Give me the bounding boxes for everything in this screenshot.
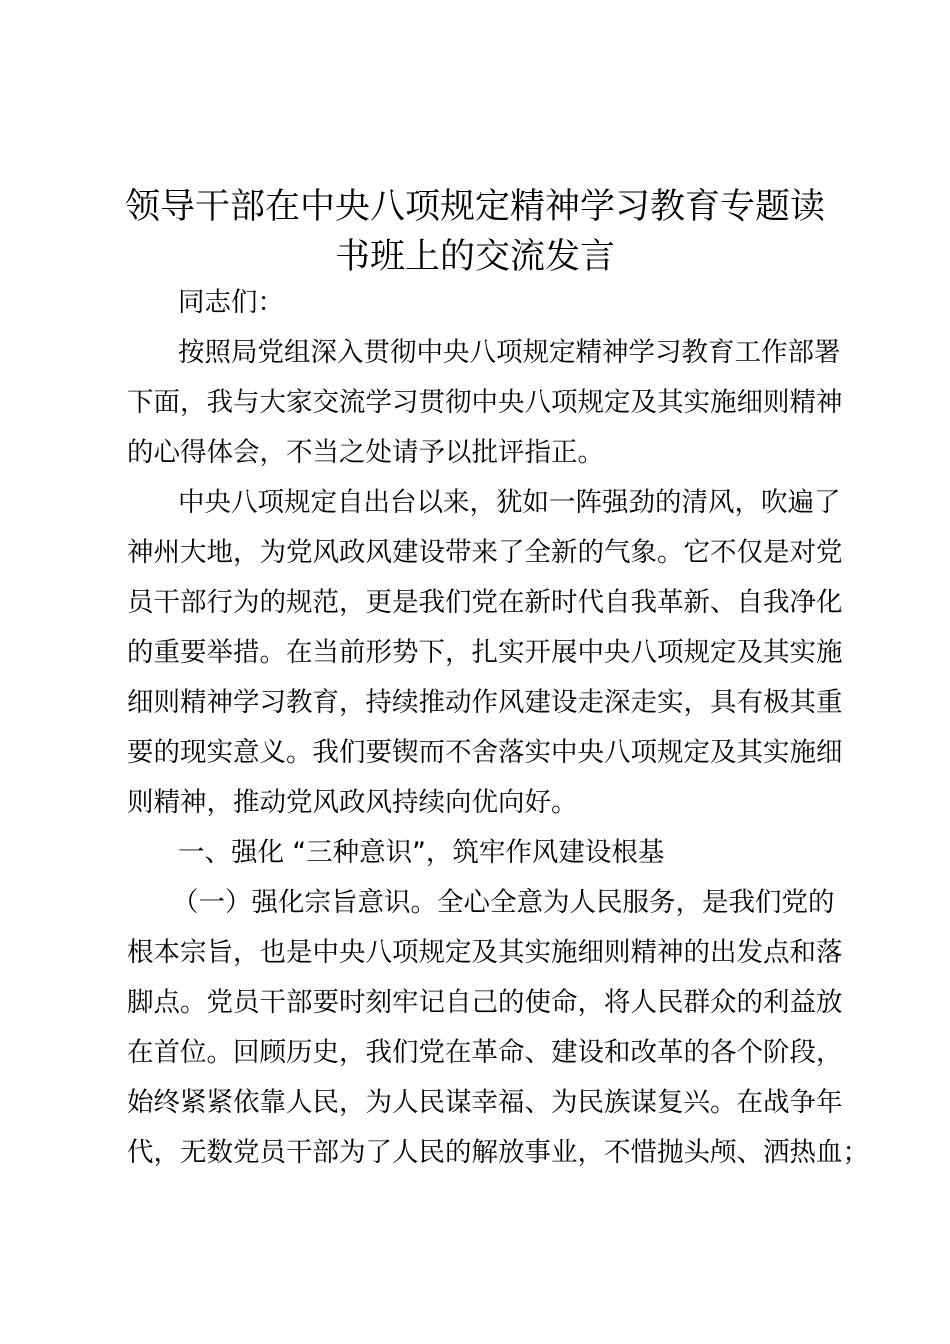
paragraph-1-line-3: 的心得体会，不当之处请予以批评指正。: [127, 437, 604, 468]
paragraph-3-line-1: （一）强化宗旨意识。全心全意为人民服务，是我们党的: [172, 887, 835, 918]
paragraph-2-line-6: 要的现实意义。我们要锲而不舍落实中央八项规定及其实施细: [127, 737, 843, 768]
paragraph-3-line-6: 代，无数党员干部为了人民的解放事业，不惜抛头颅、洒热血；: [127, 1137, 869, 1168]
paragraph-2-line-5: 细则精神学习教育，持续推动作风建设走深走实，具有极其重: [127, 687, 843, 718]
paragraph-2-line-2: 神州大地，为党风政风建设带来了全新的气象。它不仅是对党: [127, 537, 843, 568]
section-heading-1: 一、强化 “三种意识”，筑牢作风建设根基: [178, 837, 665, 868]
paragraph-2-line-4: 的重要举措。在当前形势下，扎实开展中央八项规定及其实施: [127, 637, 843, 668]
document-title-line-2: 书班上的交流发言: [334, 237, 615, 277]
paragraph-2-line-3: 员干部行为的规范，更是我们党在新时代自我革新、自我净化: [127, 587, 843, 618]
document-title-line-1: 领导干部在中央八项规定精神学习教育专题读: [124, 187, 825, 227]
paragraph-1-line-1: 按照局党组深入贯彻中央八项规定精神学习教育工作部署: [178, 337, 841, 368]
paragraph-3-line-2: 根本宗旨，也是中央八项规定及其实施细则精神的出发点和落: [127, 937, 843, 968]
paragraph-3-line-5: 始终紧紧依靠人民，为人民谋幸福、为民族谋复兴。在战争年: [127, 1087, 843, 1118]
paragraph-2-line-1: 中央八项规定自出台以来，犹如一阵强劲的清风，吹遍了: [178, 487, 841, 518]
paragraph-2-line-7: 则精神，推动党风政风持续向优向好。: [127, 787, 578, 818]
paragraph-3-line-4: 在首位。回顾历史，我们党在革命、建设和改革的各个阶段，: [127, 1037, 843, 1068]
paragraph-3-line-3: 脚点。党员干部要时刻牢记自己的使命，将人民群众的利益放: [127, 987, 843, 1018]
paragraph-1-line-2: 下面，我与大家交流学习贯彻中央八项规定及其实施细则精神: [127, 387, 843, 418]
salutation: 同志们：: [178, 287, 284, 318]
